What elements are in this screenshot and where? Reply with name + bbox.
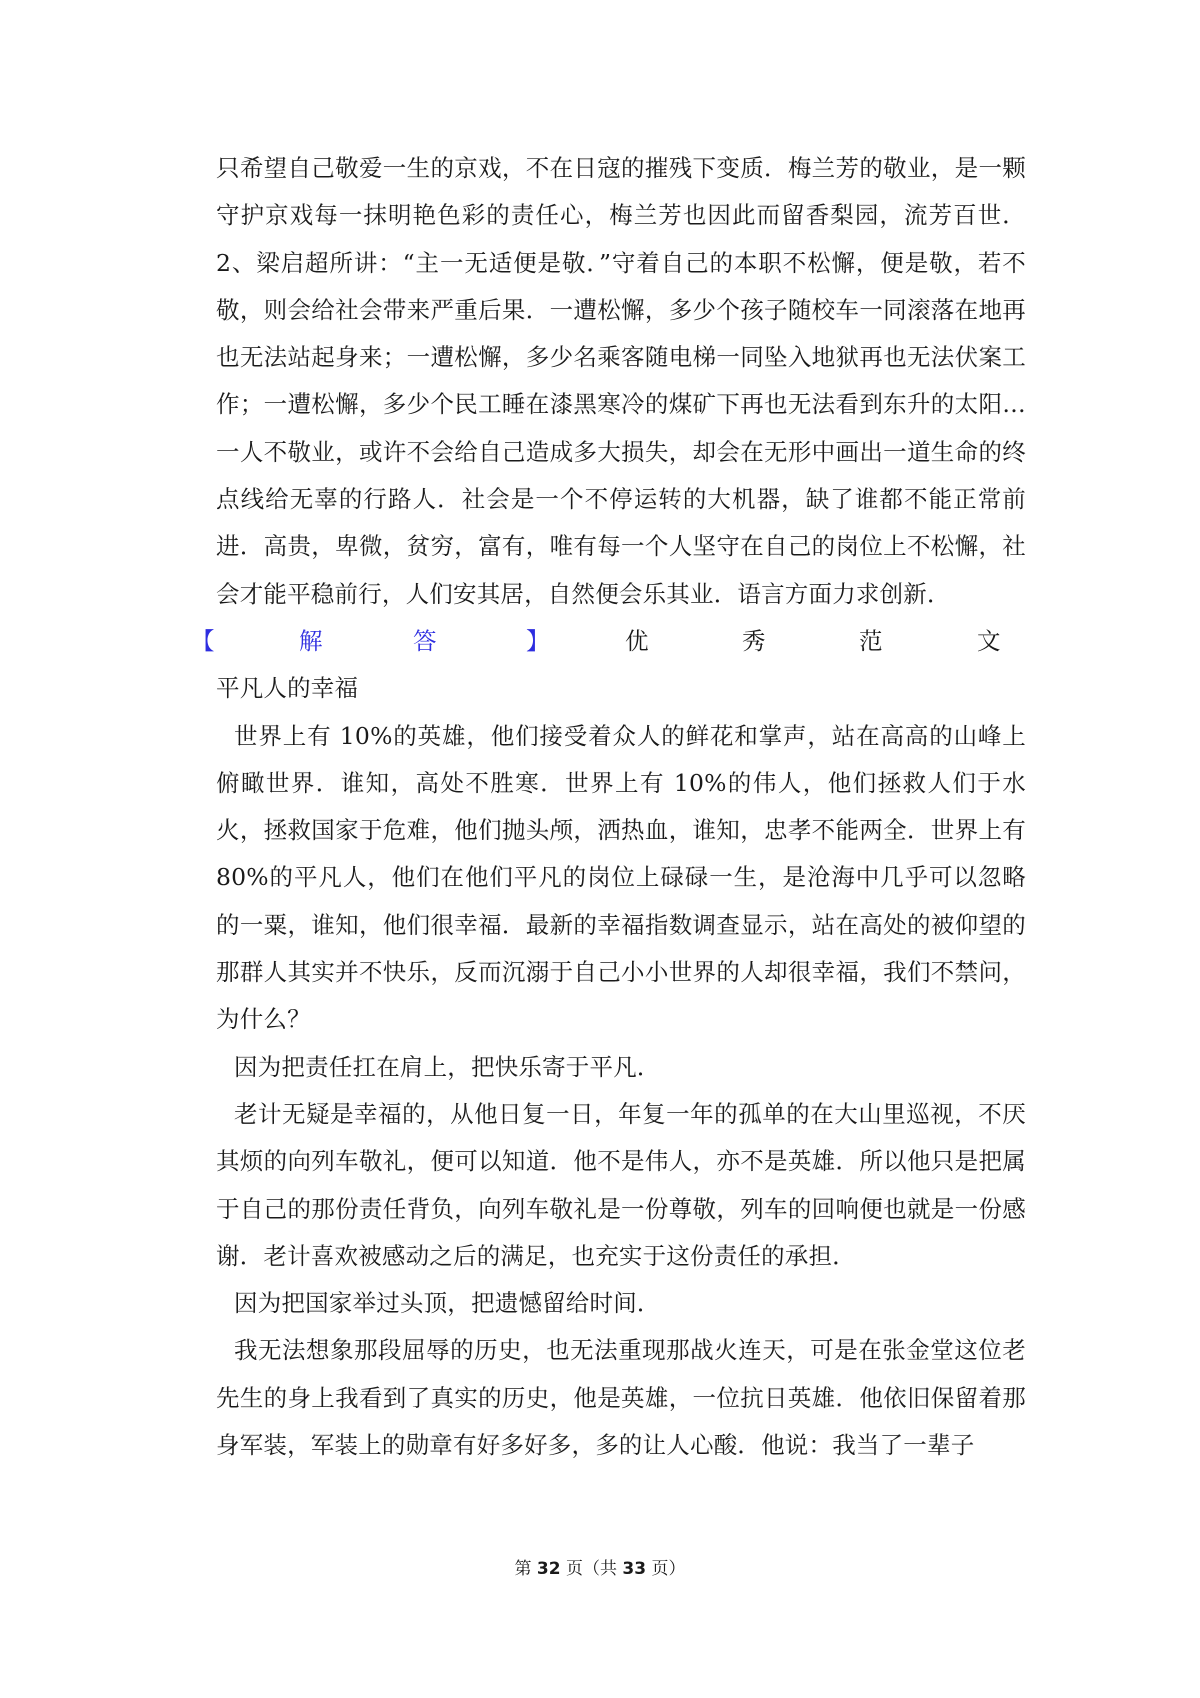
footer-page-number: 32 <box>536 1559 561 1579</box>
essay-title: 平凡人的幸福 <box>216 674 359 703</box>
essay-paragraph: 因为把国家举过头顶，把遗憾留给时间． <box>234 1289 661 1318</box>
essay-paragraph: 因为把责任扛在肩上，把快乐寄于平凡． <box>234 1052 661 1081</box>
footer-suffix: 页） <box>651 1559 686 1579</box>
answer-label-char-2: 答 <box>413 626 437 655</box>
page-footer <box>0 1554 1200 1579</box>
heading-word-char-3: 范 <box>859 626 883 655</box>
answer-label-char-1: 解 <box>299 626 323 655</box>
answer-heading-line <box>191 618 1026 665</box>
heading-word-char-4: 文 <box>977 626 1001 655</box>
heading-word-char-1: 优 <box>625 626 649 655</box>
answer-open-bracket: 【 <box>191 626 215 655</box>
essay-paragraph: 我无法想象那段屈辱的历史，也无法重现那战火连天，可是在张金堂这位老先生的身上我看到了真实的历史，他是英雄，一位抗日英雄．他依旧保留着那身军装，军装上的勋章有好多好多，多的让人心酸．他说：我当了一辈子 <box>216 1336 1026 1460</box>
footer-total-pages: 33 <box>622 1559 647 1579</box>
footer-middle: 页（共 <box>566 1559 617 1579</box>
essay-paragraph: 老计无疑是幸福的，从他日复一日，年复一年的孤单的在大山里巡视，不厌其烦的向列车敬礼，便可以知道．他不是伟人，亦不是英雄．所以他只是把属于自己的那份责任背负，向列车敬礼是一份尊敬，列车的回响便也就是一份感谢．老计喜欢被感动之后的满足，也充实于这份责任的承担． <box>216 1099 1026 1270</box>
body-paragraph: 只希望自己敬爱一生的京戏，不在日寇的摧残下变质．梅兰芳的敬业，是一颗守护京戏每一抹明艳色彩的责任心，梅兰芳也因此而留香梨园，流芳百世．2、梁启超所讲：“主一无适便是敬．”守着自己的本职不松懈，便是敬，若不敬，则会给社会带来严重后果．一遭松懈，多少个孩子随校车一同滚落在地再也无法站起身来；一遭松懈，多少名乘客随电梯一同坠入地狱再也无法伏案工作；一遭松懈，多少个民工睡在漆黑寒冷的煤矿下再也无法看到东升的太阳…一人不敬业，或许不会给自己造成多大损失，却会在无形中画出一道生命的终点线给无辜的行路人．社会是一个不停运转的大机器，缺了谁都不能正常前进．高贵，卑微，贫穷，富有，唯有每一个人坚守在自己的岗位上不松懈，社会才能平稳前行，人们安其居，自然便会乐其业．语言方面力求创新． <box>216 154 1026 608</box>
footer-prefix: 第 <box>514 1559 532 1579</box>
essay-paragraph: 世界上有 10%的英雄，他们接受着众人的鲜花和掌声，站在高高的山峰上俯瞰世界．谁知，高处不胜寒．世界上有 10%的伟人，他们拯救人们于水火，拯救国家于危难，他们抛头颅，洒热血，谁知，忠孝不能两全．世界上有 80%的平凡人，他们在他们平凡的岗位上碌碌一生，是沧海中几乎可以忽略的一粟，谁知，他们很幸福．最新的幸福指数调查显示，站在高处的被仰望的那群人其实并不快乐，反而沉溺于自己小小世界的人却很幸福，我们不禁问，为什么？ <box>216 721 1026 1034</box>
answer-close-bracket: 】 <box>526 626 550 655</box>
heading-word-char-2: 秀 <box>742 626 766 655</box>
page-content <box>191 145 1026 1469</box>
